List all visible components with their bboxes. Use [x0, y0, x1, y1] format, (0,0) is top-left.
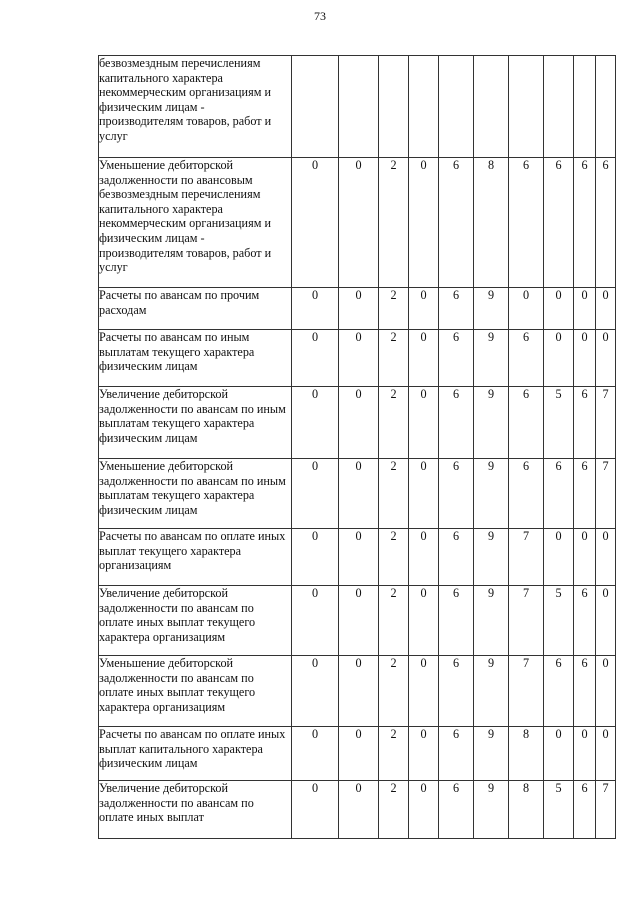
code-digit-cell: 0 — [596, 656, 616, 727]
code-digit-cell: 6 — [439, 459, 474, 529]
code-digit-cell: 0 — [574, 727, 596, 781]
code-digit-cell: 9 — [474, 387, 509, 459]
code-digit-cell: 9 — [474, 459, 509, 529]
code-digit-cell: 6 — [574, 586, 596, 656]
code-digit-cell: 6 — [544, 656, 574, 727]
code-digit-cell: 6 — [439, 288, 474, 330]
row-description: Уменьшение дебиторской задолженности по авансам по оплате иных выплат текущего характера организациям — [99, 656, 292, 727]
row-description: Расчеты по авансам по иным выплатам текущего характера физическим лицам — [99, 330, 292, 387]
table-row — [99, 727, 616, 781]
code-digit-cell: 0 — [339, 727, 379, 781]
code-digit-cell: 0 — [292, 529, 339, 586]
table-row — [99, 56, 616, 158]
code-digit-cell: 6 — [439, 656, 474, 727]
code-digit-cell: 9 — [474, 727, 509, 781]
row-description: Уменьшение дебиторской задолженности по авансовым безвозмездным перечислениям капитального характера некоммерческим организациям и физическим лицам - производителям товаров, работ и услуг — [99, 158, 292, 288]
code-digit-cell: 0 — [339, 158, 379, 288]
code-digit-cell: 0 — [409, 330, 439, 387]
code-digit-cell: 0 — [409, 158, 439, 288]
code-digit-cell: 5 — [544, 387, 574, 459]
code-digit-cell: 6 — [439, 158, 474, 288]
code-digit-cell: 6 — [574, 781, 596, 839]
code-digit-cell: 0 — [292, 330, 339, 387]
code-digit-cell: 6 — [439, 727, 474, 781]
code-digit-cell: 0 — [292, 459, 339, 529]
code-digit-cell: 2 — [379, 586, 409, 656]
code-digit-cell: 7 — [596, 387, 616, 459]
code-digit-cell: 6 — [439, 529, 474, 586]
code-digit-cell: 6 — [439, 387, 474, 459]
code-digit-cell — [544, 56, 574, 158]
page-number: 73 — [314, 9, 326, 23]
code-digit-cell: 0 — [339, 387, 379, 459]
row-description: Расчеты по авансам по прочим расходам — [99, 288, 292, 330]
code-digit-cell — [574, 56, 596, 158]
code-digit-cell: 6 — [509, 459, 544, 529]
code-digit-cell: 0 — [544, 529, 574, 586]
code-digit-cell: 5 — [544, 586, 574, 656]
code-digit-cell: 0 — [596, 586, 616, 656]
table-row — [99, 158, 616, 288]
code-digit-cell: 0 — [292, 656, 339, 727]
code-digit-cell: 2 — [379, 727, 409, 781]
code-digit-cell: 0 — [596, 529, 616, 586]
code-digit-cell: 9 — [474, 330, 509, 387]
code-digit-cell: 0 — [596, 330, 616, 387]
code-digit-cell — [509, 56, 544, 158]
code-digit-cell — [379, 56, 409, 158]
code-digit-cell: 0 — [292, 727, 339, 781]
code-digit-cell: 2 — [379, 529, 409, 586]
code-digit-cell: 9 — [474, 586, 509, 656]
code-digit-cell: 0 — [292, 387, 339, 459]
code-digit-cell: 2 — [379, 330, 409, 387]
code-digit-cell: 0 — [544, 330, 574, 387]
code-digit-cell: 0 — [409, 586, 439, 656]
code-digit-cell — [474, 56, 509, 158]
code-digit-cell: 9 — [474, 781, 509, 839]
code-digit-cell: 6 — [439, 330, 474, 387]
table-row — [99, 459, 616, 529]
code-digit-cell: 9 — [474, 288, 509, 330]
code-digit-cell: 0 — [409, 656, 439, 727]
code-digit-cell — [292, 56, 339, 158]
code-digit-cell: 0 — [339, 656, 379, 727]
code-digit-cell: 2 — [379, 459, 409, 529]
table-row — [99, 656, 616, 727]
code-digit-cell: 0 — [596, 288, 616, 330]
code-digit-cell: 0 — [409, 387, 439, 459]
code-digit-cell: 0 — [339, 781, 379, 839]
table-body — [99, 56, 616, 839]
code-digit-cell: 6 — [439, 586, 474, 656]
code-digit-cell: 0 — [339, 529, 379, 586]
code-digit-cell: 8 — [509, 781, 544, 839]
code-digit-cell: 8 — [474, 158, 509, 288]
code-digit-cell: 0 — [574, 330, 596, 387]
code-digit-cell: 0 — [509, 288, 544, 330]
code-digit-cell: 0 — [339, 288, 379, 330]
code-digit-cell: 6 — [574, 158, 596, 288]
code-digit-cell: 0 — [409, 727, 439, 781]
code-digit-cell: 0 — [292, 158, 339, 288]
table-row — [99, 781, 616, 839]
code-digit-cell: 0 — [292, 781, 339, 839]
row-description: Увеличение дебиторской задолженности по авансам по иным выплатам текущего характера физическим лицам — [99, 387, 292, 459]
code-digit-cell: 9 — [474, 656, 509, 727]
code-digit-cell: 5 — [544, 781, 574, 839]
code-digit-cell: 6 — [439, 781, 474, 839]
code-digit-cell: 6 — [574, 459, 596, 529]
code-digit-cell: 0 — [292, 288, 339, 330]
code-digit-cell: 0 — [292, 586, 339, 656]
code-digit-cell — [409, 56, 439, 158]
code-digit-cell: 0 — [596, 727, 616, 781]
code-digit-cell: 7 — [509, 529, 544, 586]
table-row — [99, 288, 616, 330]
row-description: безвозмездным перечислениям капитального характера некоммерческим организациям и физическим лицам - производителям товаров, работ и услуг — [99, 56, 292, 158]
table-row — [99, 387, 616, 459]
code-digit-cell: 0 — [339, 586, 379, 656]
row-description: Расчеты по авансам по оплате иных выплат текущего характера организациям — [99, 529, 292, 586]
code-digit-cell: 8 — [509, 727, 544, 781]
code-digit-cell — [339, 56, 379, 158]
code-digit-cell: 2 — [379, 288, 409, 330]
code-digit-cell: 6 — [574, 656, 596, 727]
code-digit-cell: 2 — [379, 656, 409, 727]
table-row — [99, 529, 616, 586]
code-digit-cell: 0 — [574, 288, 596, 330]
row-description: Увеличение дебиторской задолженности по авансам по оплате иных выплат текущего характера организациям — [99, 586, 292, 656]
code-digit-cell: 6 — [509, 387, 544, 459]
code-digit-cell: 0 — [409, 288, 439, 330]
code-digit-cell: 0 — [544, 288, 574, 330]
code-digit-cell: 6 — [596, 158, 616, 288]
code-digit-cell: 6 — [544, 459, 574, 529]
code-digit-cell: 6 — [574, 387, 596, 459]
code-digit-cell: 9 — [474, 529, 509, 586]
code-digit-cell: 6 — [509, 158, 544, 288]
table-row — [99, 586, 616, 656]
code-digit-cell: 2 — [379, 387, 409, 459]
code-digit-cell: 0 — [409, 781, 439, 839]
code-digit-cell: 7 — [509, 586, 544, 656]
account-code-table — [98, 55, 616, 839]
code-digit-cell: 0 — [409, 529, 439, 586]
code-digit-cell: 7 — [509, 656, 544, 727]
code-digit-cell: 0 — [574, 529, 596, 586]
code-digit-cell: 0 — [339, 459, 379, 529]
code-digit-cell: 6 — [509, 330, 544, 387]
code-digit-cell — [439, 56, 474, 158]
code-digit-cell — [596, 56, 616, 158]
row-description: Расчеты по авансам по оплате иных выплат капитального характера физическим лицам — [99, 727, 292, 781]
code-digit-cell: 6 — [544, 158, 574, 288]
code-digit-cell: 7 — [596, 459, 616, 529]
row-description: Увеличение дебиторской задолженности по авансам по оплате иных выплат — [99, 781, 292, 839]
code-digit-cell: 2 — [379, 781, 409, 839]
row-description: Уменьшение дебиторской задолженности по авансам по иным выплатам текущего характера физическим лицам — [99, 459, 292, 529]
code-digit-cell: 2 — [379, 158, 409, 288]
code-digit-cell: 0 — [544, 727, 574, 781]
code-digit-cell: 0 — [409, 459, 439, 529]
table-row — [99, 330, 616, 387]
code-digit-cell: 7 — [596, 781, 616, 839]
code-digit-cell: 0 — [339, 330, 379, 387]
